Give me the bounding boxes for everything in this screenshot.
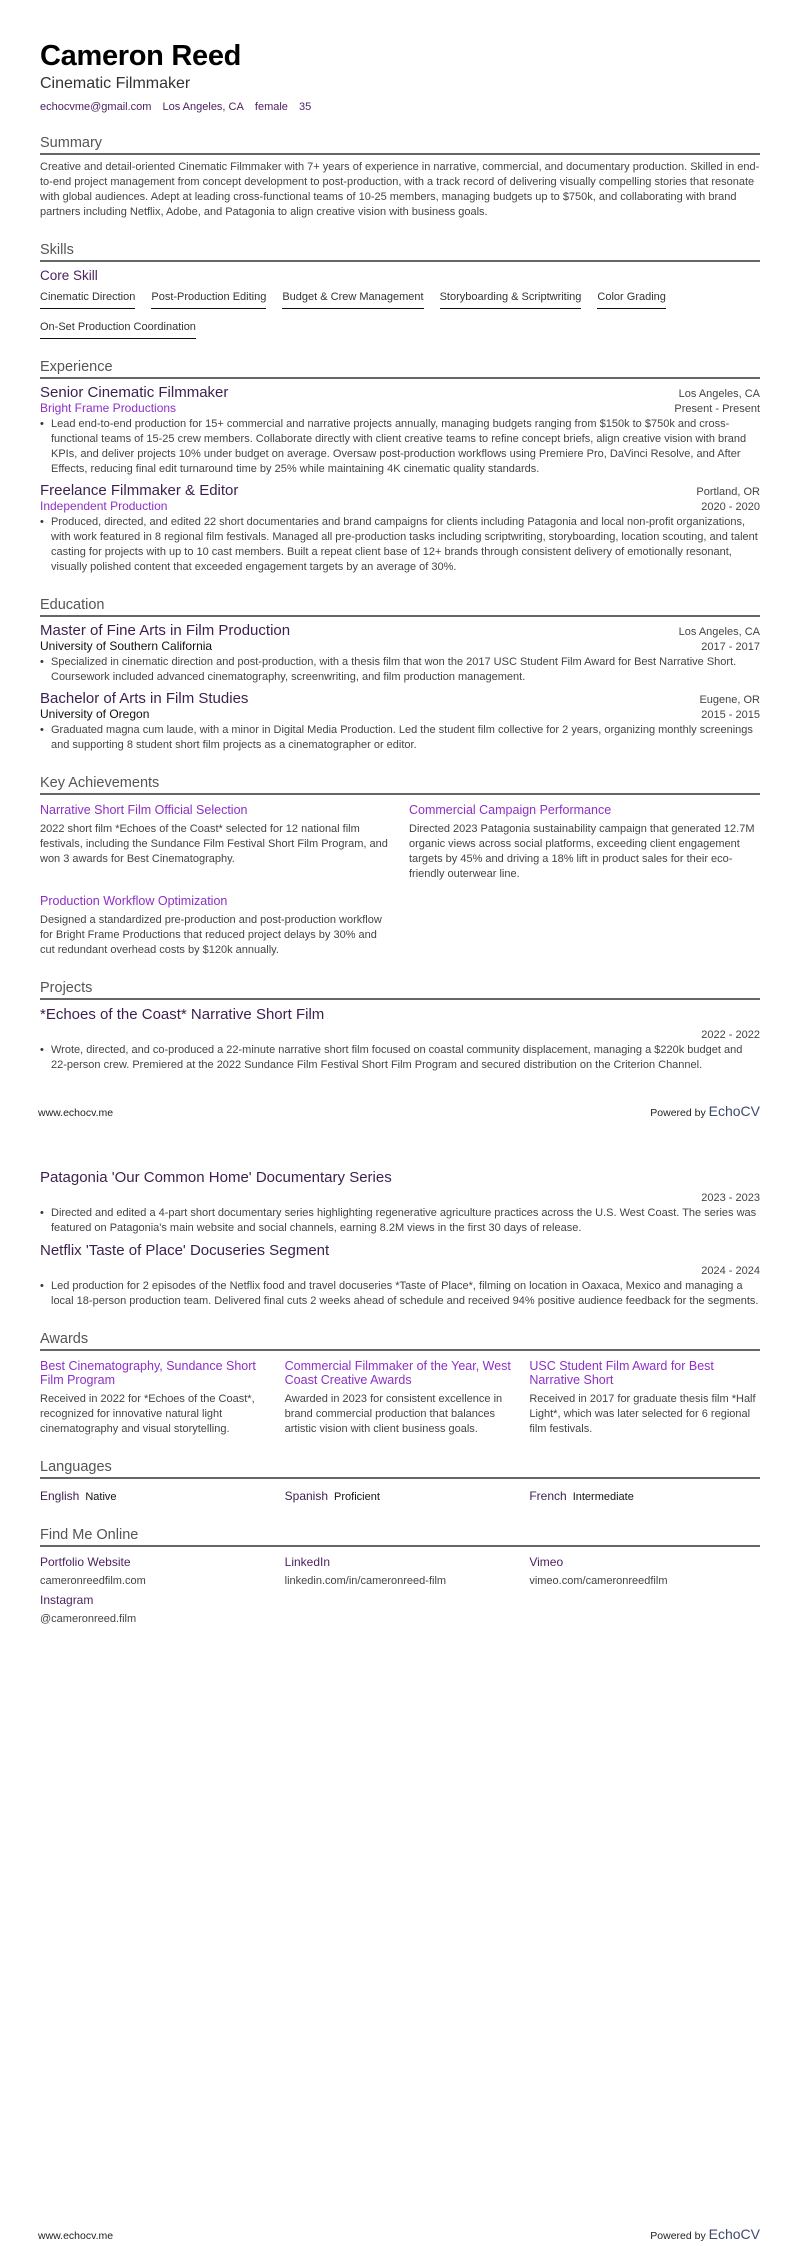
education-section (40, 597, 760, 753)
section-heading: Awards (40, 1331, 760, 1351)
section-heading: Languages (40, 1459, 760, 1479)
online-item (40, 1593, 271, 1625)
skill-tag: Budget & Crew Management (282, 285, 423, 309)
achievement-item (40, 894, 391, 958)
page-footer (38, 2226, 760, 2242)
award-item (285, 1359, 516, 1437)
language-item (285, 1487, 516, 1505)
education-entry (40, 690, 760, 753)
footer-powered-label: Powered by (650, 1107, 706, 1119)
project-entry (40, 1169, 760, 1236)
degree: Bachelor of Arts in Film Studies (40, 690, 249, 707)
project-bullet: • Led production for 2 episodes of the Netflix food and travel docuseries *Taste of Place*, filming on location in Oaxaca, Mexico and managing a local 18-person production team. Delivered final cuts 2 weeks ahead of schedule and received 94% positive audience feedback for the segments. (40, 1279, 760, 1309)
experience-entry (40, 384, 760, 477)
achievement-item (40, 803, 391, 882)
summary-text: Creative and detail-oriented Cinematic Filmmaker with 7+ years of experience in narrative, commercial, and documentary production. Skilled in end-to-end project management from concept development to post-production, with a track record of delivering visually compelling stories that resonate with global audiences. Adept at leading cross-functional teams of 10-25 members, managing budgets up to $750k, and collaborating with brand partners including Netflix, Adobe, and Patagonia to align creative vision with business goals. (40, 161, 760, 218)
languages-section (40, 1459, 760, 1505)
achievement-text: 2022 short film *Echoes of the Coast* selected for 12 national film festivals, including the Sundance Film Festival Short Film Program, and won 3 awards for Best Cinematography. (40, 823, 388, 865)
language-level: Native (85, 1491, 117, 1503)
achievement-text: Directed 2023 Patagonia sustainability campaign that generated 12.7M organic views across social platforms, exceeding client engagement targets by 45% and driving a 18% lift in product sales for their eco-friendly outerwear line. (409, 823, 755, 880)
contact-gender: female (254, 101, 288, 113)
skill-tag: On-Set Production Coordination (40, 315, 196, 339)
achievements-section (40, 775, 760, 958)
online-section (40, 1527, 760, 1625)
section-heading: Education (40, 597, 760, 617)
footer-powered-label: Powered by (650, 2230, 706, 2242)
experience-entry (40, 482, 760, 575)
education-entry (40, 622, 760, 685)
language-name: English (40, 1489, 80, 1503)
experience-section (40, 359, 760, 575)
project-title: Patagonia 'Our Common Home' Documentary Series (40, 1169, 392, 1186)
online-label: Portfolio Website (40, 1555, 131, 1569)
section-heading: Experience (40, 359, 760, 379)
brand-logo: EchoCV (708, 1103, 760, 1119)
online-item (40, 1555, 271, 1587)
award-text: Awarded in 2023 for consistent excellence in brand commercial production that balances artistic vision with client business goals. (284, 1393, 503, 1435)
education-dates: 2017 - 2017 (701, 641, 760, 653)
online-item (285, 1555, 516, 1587)
footer-site-link[interactable]: www.echocv.me (38, 2230, 114, 2242)
achievement-text: Designed a standardized pre-production and post-production workflow for Bright Frame Productions that reduced project delays by 30% and cut redundant overhead costs by $120k annually. (40, 914, 382, 956)
awards-section (40, 1331, 760, 1437)
contact-email[interactable]: echocvme@gmail.com (40, 101, 152, 113)
skills-section (40, 242, 760, 345)
school-name: University of Oregon (40, 707, 150, 721)
job-location: Los Angeles, CA (678, 388, 760, 400)
degree: Master of Fine Arts in Film Production (40, 622, 291, 639)
award-title: USC Student Film Award for Best Narrative Short (529, 1359, 714, 1387)
language-level: Intermediate (572, 1491, 634, 1503)
online-label: Instagram (40, 1593, 94, 1607)
job-title: Freelance Filmmaker & Editor (40, 482, 239, 499)
job-bullet: • Produced, directed, and edited 22 short documentaries and brand campaigns for clients including Patagonia and local non-profit organizations, with work featured in 8 regional film festivals. Managed all pre-production tasks including scriptwriting, storyboarding, location scouting, and talent casting for projects with up to 10 cast members. Built a repeat client base of 12+ brands through consistent delivery of emotionally resonant, visually polished content that exceeded engagement targets by an average of 30%. (40, 515, 760, 575)
online-link[interactable]: vimeo.com/cameronreedfilm (529, 1575, 668, 1587)
job-title: Senior Cinematic Filmmaker (40, 384, 229, 401)
project-dates: 2024 - 2024 (701, 1265, 760, 1277)
achievement-item (409, 803, 760, 882)
achievement-title: Commercial Campaign Performance (409, 803, 612, 817)
school-location: Eugene, OR (699, 694, 760, 706)
language-name: Spanish (284, 1489, 329, 1503)
job-dates: Present - Present (674, 403, 760, 415)
project-entry (40, 1242, 760, 1309)
section-heading: Skills (40, 242, 760, 262)
candidate-name: Cameron Reed (40, 40, 242, 72)
award-title: Commercial Filmmaker of the Year, West Coast Creative Awards (284, 1359, 511, 1387)
job-bullet: • Lead end-to-end production for 15+ commercial and narrative projects annually, managing budgets ranging from $150k to $750k and cross-functional teams of 15-25 crew members. Collaborate directly with client creative teams to refine concept briefs, align creative vision with brand KPIs, and deliver projects 10% under budget on average. Oversaw post-production workflows using Premiere Pro, DaVinci Resolve, and After Effects, reducing final edit turnaround time by 25% while maintaining 4K cinematic quality standards. (40, 417, 760, 477)
award-text: Received in 2017 for graduate thesis film *Half Light*, which was later selected for 6 regional film festivals. (529, 1393, 756, 1435)
summary-section (40, 135, 760, 220)
project-entry (40, 1006, 760, 1073)
job-location: Portland, OR (696, 486, 760, 498)
contact-age: 35 (299, 101, 312, 113)
section-heading: Summary (40, 135, 760, 155)
project-bullet: • Wrote, directed, and co-produced a 22-minute narrative short film focused on coastal community displacement, managing a $220k budget and 22-person crew. Premiered at the 2022 Sundance Film Festival Short Film Program and secured distribution on the Criterion Channel. (40, 1043, 760, 1073)
online-link[interactable]: @cameronreed.film (40, 1613, 137, 1625)
candidate-title: Cinematic Filmmaker (40, 75, 191, 92)
skill-tag: Storyboarding & Scriptwriting (440, 285, 582, 309)
footer-site-link[interactable]: www.echocv.me (38, 1107, 114, 1119)
school-name: University of Southern California (40, 639, 213, 653)
resume-page-2 (0, 1123, 794, 2246)
contact-location: Los Angeles, CA (162, 101, 244, 113)
award-item (40, 1359, 271, 1437)
language-item (529, 1487, 760, 1505)
project-bullet: • Directed and edited a 4-part short documentary series highlighting regenerative agriculture practices across the U.S. West Coast. The series was featured on Patagonia's main website and social channels, earning 8.2M views in the first 30 days of release. (40, 1206, 760, 1236)
skill-tag: Cinematic Direction (40, 285, 135, 309)
language-level: Proficient (334, 1491, 380, 1503)
online-label: LinkedIn (284, 1555, 331, 1569)
education-bullet: • Graduated magna cum laude, with a minor in Digital Media Production. Led the student film collective for 2 years, organizing monthly screenings and supporting 8 student short film projects as a cinematographer or editor. (40, 723, 760, 753)
online-item (529, 1555, 760, 1587)
award-text: Received in 2022 for *Echoes of the Coast*, recognized for innovative natural light cinematography and visual storytelling. (40, 1393, 255, 1435)
language-item (40, 1487, 271, 1505)
school-location: Los Angeles, CA (678, 626, 760, 638)
section-heading: Key Achievements (40, 775, 760, 795)
online-link[interactable]: linkedin.com/in/cameronreed-film (284, 1575, 447, 1587)
education-dates: 2015 - 2015 (701, 709, 760, 721)
projects-section (40, 980, 760, 1073)
project-dates: 2022 - 2022 (701, 1029, 760, 1041)
contact-line (40, 101, 760, 113)
company-name: Bright Frame Productions (40, 401, 177, 415)
award-title: Best Cinematography, Sundance Short Film Program (40, 1359, 256, 1387)
online-link[interactable]: cameronreedfilm.com (40, 1575, 146, 1587)
online-label: Vimeo (529, 1555, 564, 1569)
project-title: Netflix 'Taste of Place' Docuseries Segment (40, 1242, 330, 1259)
project-title: *Echoes of the Coast* Narrative Short Film (40, 1006, 325, 1023)
company-name: Independent Production (40, 499, 168, 513)
job-dates: 2020 - 2020 (701, 501, 760, 513)
achievement-title: Narrative Short Film Official Selection (40, 803, 248, 817)
section-heading: Find Me Online (40, 1527, 760, 1547)
project-dates: 2023 - 2023 (701, 1192, 760, 1204)
skill-tag: Post-Production Editing (151, 285, 266, 309)
skill-group-title: Core Skill (40, 268, 98, 283)
brand-logo: EchoCV (708, 2226, 760, 2242)
language-name: French (529, 1489, 567, 1503)
page-footer (38, 1103, 760, 1119)
skill-tag: Color Grading (597, 285, 665, 309)
achievement-title: Production Workflow Optimization (40, 894, 228, 908)
award-item (529, 1359, 760, 1437)
section-heading: Projects (40, 980, 760, 1000)
education-bullet: • Specialized in cinematic direction and post-production, with a thesis film that won the 2017 USC Student Film Award for Best Narrative Short. Coursework included advanced cinematography, screenwriting, and film production management. (40, 655, 760, 685)
